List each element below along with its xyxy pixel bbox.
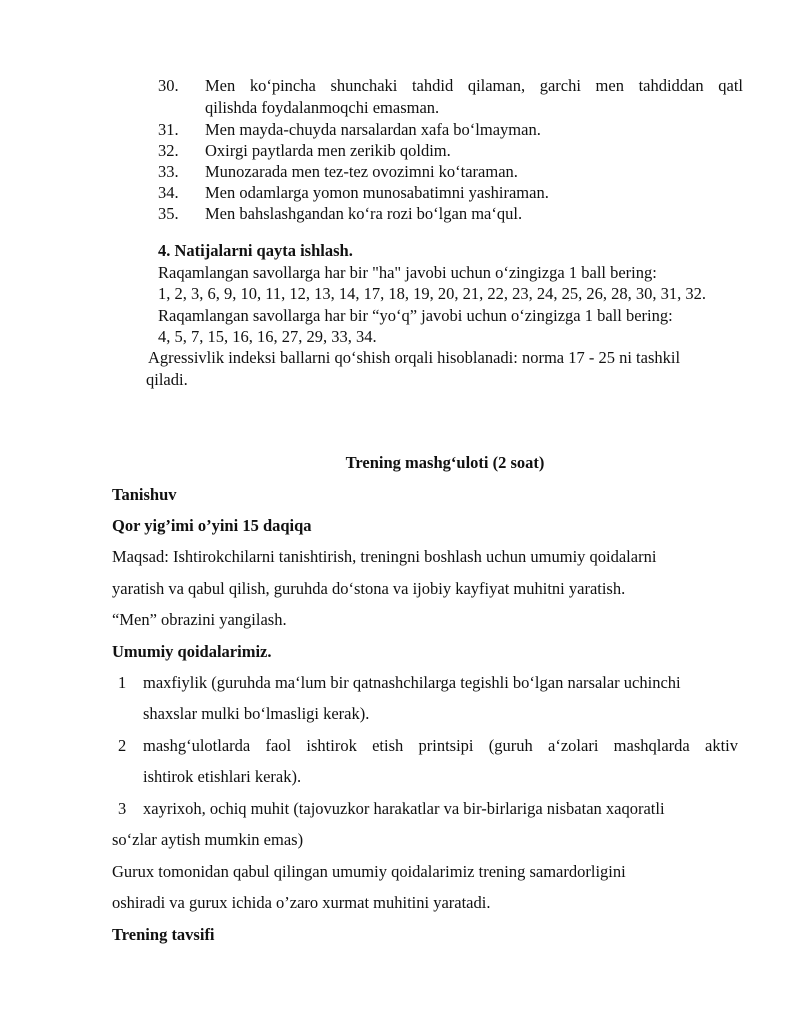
list-item: qilishda foydalanmoqchi emasman. <box>205 98 440 117</box>
rule-item: ishtirok etishlari kerak). <box>143 767 302 786</box>
item-number: 31. <box>158 120 179 139</box>
closing-text: oshiradi va gurux ichida o’zaro xurmat muhitini yaratadi. <box>112 893 491 912</box>
no-instruction: Raqamlangan savollarga har bir “yo‘q” javobi uchun o‘zingizga 1 ball bering: <box>158 306 673 325</box>
goal-text: yaratish va qabul qilish, guruhda do‘stona va ijobiy kayfiyat muhitni yaratish. <box>112 579 626 598</box>
rule-number: 2 <box>118 736 127 755</box>
rule-item: maxfiylik (guruhda ma‘lum bir qatnashchilarga tegishli bo‘lgan narsalar uchinchi <box>143 673 681 692</box>
goal-text: “Men” obrazini yangilash. <box>112 610 287 629</box>
rule-number: 1 <box>118 673 127 692</box>
index-text: qiladi. <box>146 370 188 389</box>
intro-heading: Tanishuv <box>112 485 177 504</box>
goal-text: Maqsad: Ishtirokchilarni tanishtirish, treningni boshlash uchun umumiy qoidalarni <box>112 547 657 566</box>
index-text: Agressivlik indeksi ballarni qo‘shish orqali hisoblanadi: norma 17 - 25 ni tashkil <box>148 348 681 367</box>
rule-item: xayrixoh, ochiq muhit (tajovuzkor harakatlar va bir-birlariga nisbatan xaqoratli <box>143 799 665 818</box>
page-title: Trening mashg‘uloti (2 soat) <box>345 453 545 472</box>
item-number: 34. <box>158 183 179 202</box>
list-item: Men bahslashgandan ko‘ra rozi bo‘lgan ma‘qul. <box>205 204 523 223</box>
item-number: 30. <box>158 76 179 95</box>
list-item: Men odamlarga yomon munosabatimni yashiraman. <box>205 183 549 202</box>
closing-text: Gurux tomonidan qabul qilingan umumiy qoidalarimiz trening samardorligini <box>112 862 626 881</box>
rule-item: mashg‘ulotlarda faol ishtirok etish printsipi (guruh a‘zolari mashqlarda aktiv <box>143 736 738 755</box>
rule-item: so‘zlar aytish mumkin emas) <box>112 830 304 849</box>
list-item: Oxirgi paytlarda men zerikib qoldim. <box>205 141 451 160</box>
item-number: 35. <box>158 204 179 223</box>
yes-numbers: 1, 2, 3, 6, 9, 10, 11, 12, 13, 14, 17, 18, 19, 20, 21, 22, 23, 24, 25, 26, 28, 30, 31, 32. <box>158 284 707 303</box>
description-heading: Trening tavsifi <box>112 925 215 944</box>
no-numbers: 4, 5, 7, 15, 16, 16, 27, 29, 33, 34. <box>158 327 377 346</box>
list-item: Men ko‘pincha shunchaki tahdid qilaman, garchi men tahdiddan qatl <box>205 76 743 95</box>
list-item: Men mayda-chuyda narsalardan xafa bo‘lmayman. <box>205 120 541 139</box>
item-number: 33. <box>158 162 179 181</box>
rule-number: 3 <box>118 799 127 818</box>
rules-heading: Umumiy qoidalarimiz. <box>112 642 272 661</box>
list-item: Munozarada men tez-tez ovozimni ko‘taraman. <box>205 162 518 181</box>
yes-instruction: Raqamlangan savollarga har bir "ha" javobi uchun o‘zingizga 1 ball bering: <box>158 263 657 282</box>
rule-item: shaxslar mulki bo‘lmasligi kerak). <box>143 704 370 723</box>
section-heading: 4. Natijalarni qayta ishlash. <box>158 241 353 260</box>
item-number: 32. <box>158 141 179 160</box>
game-heading: Qor yig’imi o’yini 15 daqiqa <box>112 516 312 535</box>
